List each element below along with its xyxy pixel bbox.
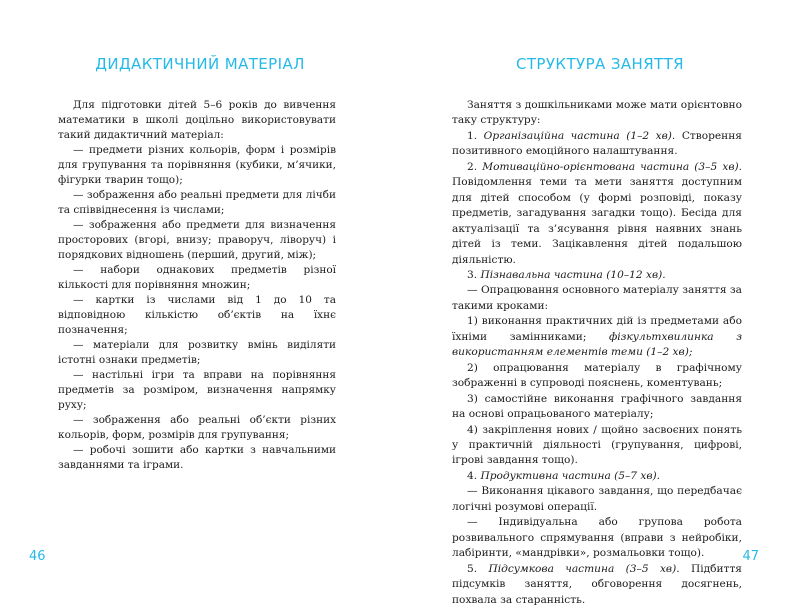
lesson-structure-text (452, 98, 742, 608)
section-number: 5. (467, 562, 478, 575)
list-item: — робочі зошити або картки з навчальними завданнями та іграми. (58, 444, 336, 471)
section-number: 3. (467, 268, 478, 281)
section-title: Пізнавальна частина (10–12 хв). (480, 268, 666, 281)
list-item: — набори однакових предметів різної кількості для порівняння множин; (58, 264, 336, 291)
section-text: Створення позитивного емоційного налаштування. (452, 129, 742, 158)
intro-paragraph: Заняття з дошкільниками може мати орієнтовно таку структуру: (452, 99, 742, 127)
step-text: 1) виконання практичних дій із предметами або їхніми замінниками; (452, 315, 742, 343)
list-item: — зображення або предмети для визначення просторових (вгорі, внизу; праворуч, ліворуч) і порядкових відношень (перший, другий, між); (58, 219, 336, 261)
left-page (0, 0, 400, 578)
section-text: Повідомлення теми та мети заняття доступним для дітей способом (у формі розповіді, показу предметів, загадування загадки тощо). Бесіда для актуалізації та з’ясування рівня наявних знань дітей із теми. Зацікавлення дітей подальшою діяльністю. (452, 176, 742, 266)
section-organizational (452, 129, 742, 160)
section-cognitive (452, 268, 742, 283)
step-item: 2) опрацювання матеріалу в графічному зображенні в супроводі пояснень, коментувань; (452, 361, 742, 390)
section-number: 4. (467, 469, 478, 482)
section-title: Мотиваційно-орієнтована частина (3–5 хв). (482, 160, 742, 173)
list-item: — Виконання цікавого завдання, що передбачає логічні розумові операції. (452, 485, 742, 513)
list-item: — предмети різних кольорів, форм і розмірів для групування та порівняння (кубики, м’ячики, фігурки тварин тощо); (58, 144, 336, 186)
list-item: — зображення або реальні об’єкти різних кольорів, форм, розмірів для групування; (58, 414, 336, 441)
list-item: — Опрацювання основного матеріалу заняття за такими кроками: (452, 284, 742, 312)
left-page-heading: ДИДАКТИЧНИЙ МАТЕРІАЛ (95, 55, 305, 73)
right-page-heading: СТРУКТУРА ЗАНЯТТЯ (516, 55, 684, 73)
section-title: Організаційна частина (1–2 хв). (483, 129, 676, 142)
section-number: 1. (467, 129, 478, 142)
step-item: 4) закріплення нових / щойно засвоєних понять у практичній діяльності (групування, цифрові, ігрові завдання тощо). (452, 423, 742, 467)
section-text: Підбиття підсумків заняття, обговорення досягнень, похвала за старанність. (452, 562, 742, 606)
step-item: 3) самостійне виконання графічного завдання на основі опрацьованого матеріалу; (452, 392, 742, 421)
list-item: — картки із числами від 1 до 10 та відповідною кількістю об’єктів на їхнє позначення; (58, 294, 336, 336)
page-number-left: 46 (29, 549, 46, 564)
section-motivational (452, 160, 742, 268)
section-productive (452, 469, 742, 484)
paragraph: Для підготовки дітей 5–6 років до вивчення математики в школі доцільно використовувати такий дидактичний матеріал: (58, 99, 336, 141)
section-title: Продуктивна частина (5–7 хв). (480, 469, 661, 482)
section-number: 2. (467, 160, 478, 173)
step-item (452, 314, 742, 360)
didactic-material-text (58, 98, 336, 473)
right-page (400, 0, 800, 606)
section-title: Підсумкова частина (3–5 хв). (488, 562, 680, 575)
step-italic-text: фізкультхвилинка з використанням елементів теми (1–2 хв); (452, 330, 742, 359)
list-item: — настільні ігри та вправи на порівняння предметів за розміром, визначення напрямку руху; (58, 369, 336, 411)
list-item: — зображення або реальні предмети для лічби та співвіднесення із числами; (58, 189, 336, 216)
section-summary (452, 562, 742, 608)
list-item: — Індивідуальна або групова робота розвивального спрямування (вправи з нейробіки, лабіринти, «мандрівки», розмальовки тощо). (452, 516, 742, 560)
page-number-right: 47 (742, 549, 759, 564)
list-item: — матеріали для розвитку вмінь виділяти істотні ознаки предметів; (58, 339, 336, 366)
